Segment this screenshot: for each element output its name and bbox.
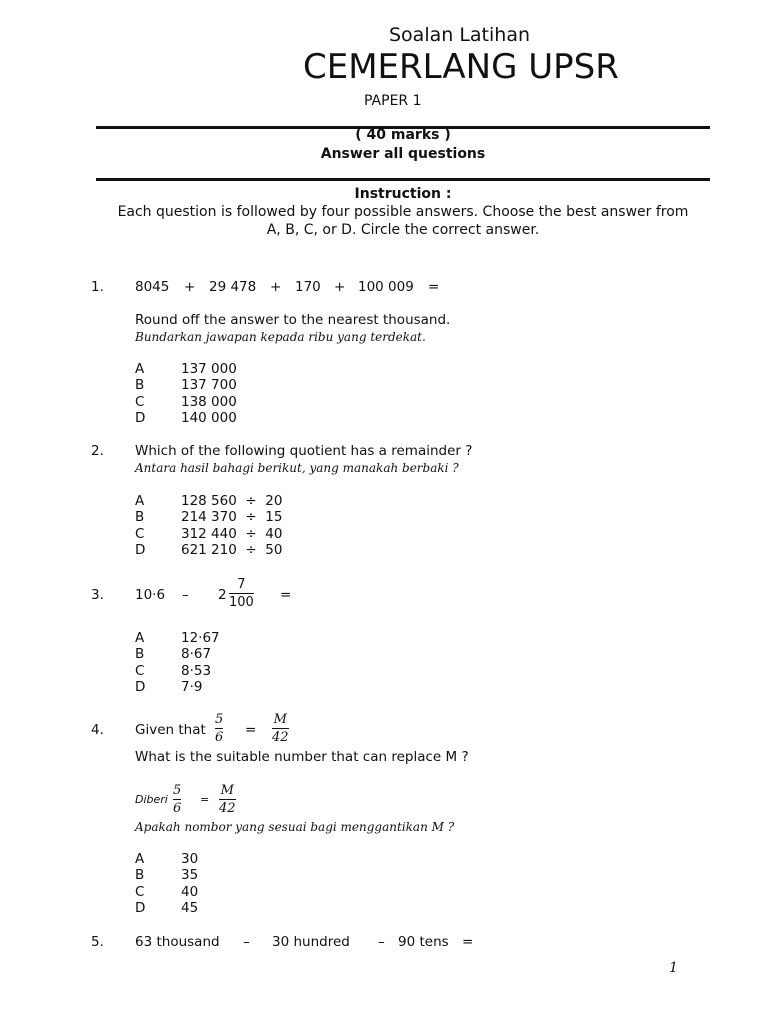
q5-term-2: 30 hundred — [272, 934, 350, 950]
q4-option-a-value: 30 — [181, 851, 199, 867]
q2-option-b-value: 214 370 ÷ 15 — [181, 509, 283, 525]
q2-option-c-value: 312 440 ÷ 40 — [181, 526, 283, 542]
q4-equals: = — [245, 722, 257, 738]
q3-option-a-value: 12·67 — [181, 630, 220, 646]
q1-instruction-en: Round off the answer to the nearest thousand. — [135, 312, 451, 328]
q4-fraction-1 — [215, 712, 223, 745]
q3-minus: – — [182, 587, 189, 603]
q4-option-b-letter: B — [135, 867, 145, 883]
q3-whole: 2 — [218, 587, 227, 603]
q1-instruction-ms: Bundarkan jawapan kepada ribu yang terdekat. — [135, 330, 426, 344]
q3-option-c-letter: C — [135, 663, 145, 679]
question-4-number: 4. — [91, 722, 104, 738]
page-number: 1 — [669, 960, 678, 976]
q3-equals: = — [280, 587, 292, 603]
q2-option-a-value: 128 560 ÷ 20 — [181, 493, 283, 509]
q4-given-label: Given that — [135, 722, 206, 738]
q3-option-b-value: 8·67 — [181, 646, 212, 662]
q3-left-term: 10·6 — [135, 587, 166, 603]
q4-ms-equals: = — [200, 793, 210, 806]
q1-term-1: 8045 — [135, 279, 170, 295]
q1-option-c-letter: C — [135, 394, 145, 410]
question-3-number: 3. — [91, 587, 104, 603]
instruction-line-1: Each question is followed by four possible answers. Choose the best answer from — [117, 204, 689, 220]
question-2-number: 2. — [91, 443, 104, 459]
question-5-number: 5. — [91, 934, 104, 950]
q2-option-a-letter: A — [135, 493, 145, 509]
q1-equals: = — [428, 279, 440, 295]
q1-plus-2: + — [270, 279, 282, 295]
q4-numerator-1: 5 — [215, 712, 224, 727]
q4-fraction-2-bar — [272, 728, 289, 729]
q1-option-d-letter: D — [135, 410, 146, 426]
q5-minus-2: – — [378, 934, 385, 950]
instruction-heading: Instruction : — [354, 186, 452, 202]
q4-ms-denominator-2: 42 — [219, 801, 236, 816]
q1-option-a-value: 137 000 — [181, 361, 237, 377]
q3-numerator: 7 — [237, 577, 246, 592]
q5-equals: = — [462, 934, 474, 950]
q4-option-c-value: 40 — [181, 884, 199, 900]
q1-plus-1: + — [184, 279, 196, 295]
q4-ms-fraction-1 — [173, 783, 181, 816]
q4-ms-numerator-1: 5 — [173, 783, 182, 798]
q4-denominator-1: 6 — [215, 730, 224, 745]
q4-diberi-label: Diberi — [135, 793, 168, 806]
q4-ms-fraction-1-bar — [173, 799, 181, 800]
q4-question-en: What is the suitable number that can replace M ? — [135, 749, 469, 765]
q5-minus-1: – — [243, 934, 250, 950]
q5-term-3: 90 tens — [398, 934, 449, 950]
q2-question-en: Which of the following quotient has a remainder ? — [135, 443, 473, 459]
q3-option-d-value: 7·9 — [181, 679, 203, 695]
q4-fraction-1-bar — [215, 728, 223, 729]
q4-ms-numerator-2: M — [220, 783, 234, 798]
q2-option-b-letter: B — [135, 509, 145, 525]
answer-all-label: Answer all questions — [320, 146, 486, 162]
paper-label: PAPER 1 — [364, 93, 422, 109]
q3-option-a-letter: A — [135, 630, 145, 646]
instruction-line-2: A, B, C, or D. Circle the correct answer. — [266, 222, 540, 238]
q3-option-b-letter: B — [135, 646, 145, 662]
divider-bottom — [96, 178, 710, 181]
q1-option-b-value: 137 700 — [181, 377, 237, 393]
q2-option-d-value: 621 210 ÷ 50 — [181, 542, 283, 558]
page-title: CEMERLANG UPSR — [303, 47, 619, 87]
q1-term-3: 170 — [295, 279, 321, 295]
q1-option-d-value: 140 000 — [181, 410, 237, 426]
q1-plus-3: + — [334, 279, 346, 295]
q3-fraction — [229, 577, 254, 610]
q3-denominator: 100 — [229, 595, 254, 610]
q3-option-d-letter: D — [135, 679, 146, 695]
q4-option-a-letter: A — [135, 851, 145, 867]
q4-ms-fraction-2-bar — [219, 799, 236, 800]
q2-option-d-letter: D — [135, 542, 146, 558]
q4-option-d-letter: D — [135, 900, 146, 916]
q2-question-ms: Antara hasil bahagi berikut, yang manakah berbaki ? — [135, 461, 459, 475]
marks-label: ( 40 marks ) — [355, 127, 451, 143]
q4-question-ms: Apakah nombor yang sesuai bagi menggantikan M ? — [135, 820, 455, 834]
subtitle: Soalan Latihan — [389, 24, 531, 46]
q1-option-c-value: 138 000 — [181, 394, 237, 410]
q4-ms-fraction-2 — [219, 783, 236, 816]
q4-fraction-2 — [272, 712, 289, 745]
q5-term-1: 63 thousand — [135, 934, 220, 950]
q4-numerator-2: M — [273, 712, 287, 727]
q2-option-c-letter: C — [135, 526, 145, 542]
q1-term-4: 100 009 — [358, 279, 414, 295]
q3-fraction-bar — [229, 593, 254, 594]
q4-option-d-value: 45 — [181, 900, 199, 916]
q4-ms-denominator-1: 6 — [173, 801, 182, 816]
q1-option-a-letter: A — [135, 361, 145, 377]
q4-option-c-letter: C — [135, 884, 145, 900]
q4-option-b-value: 35 — [181, 867, 199, 883]
q1-term-2: 29 478 — [209, 279, 257, 295]
q1-option-b-letter: B — [135, 377, 145, 393]
question-1-number: 1. — [91, 279, 104, 295]
q4-denominator-2: 42 — [272, 730, 289, 745]
q3-option-c-value: 8·53 — [181, 663, 212, 679]
